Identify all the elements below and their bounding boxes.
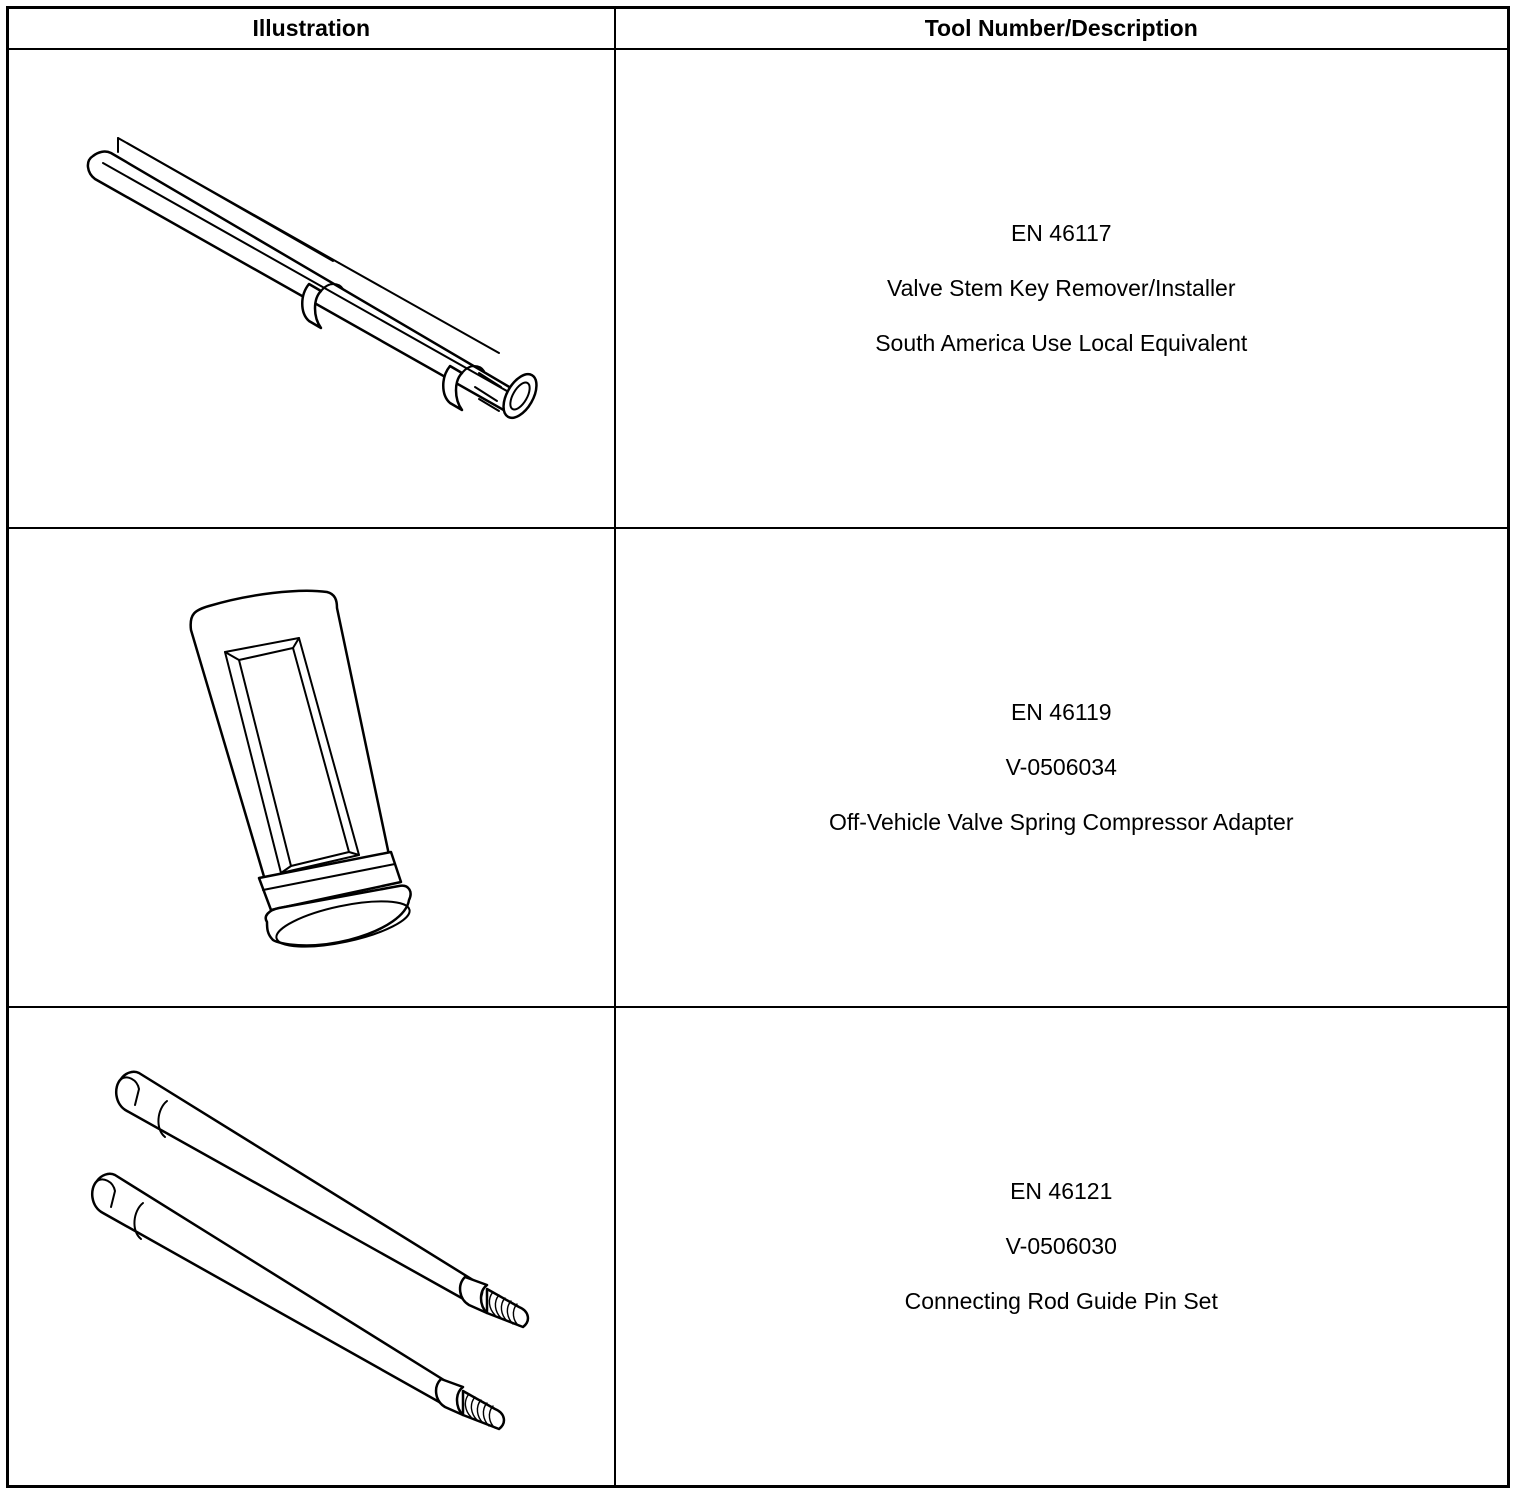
tool-description-cell (615, 528, 1509, 1007)
tool-description: Valve Stem Key Remover/Installer (886, 275, 1236, 301)
tool-description-cell (615, 1007, 1509, 1487)
connecting-rod-guide-pin-set-icon (9, 1009, 614, 1484)
tool-number: EN 46119 (1010, 699, 1112, 725)
tool-alt-number: V-0506030 (1005, 1233, 1117, 1259)
tool-description-cell (615, 49, 1509, 528)
header-tool-number-description: Tool Number/Description (615, 8, 1509, 50)
special-tools-table (6, 6, 1510, 1488)
valve-stem-key-remover-installer-icon (9, 51, 614, 526)
table-row (8, 49, 1509, 528)
illustration-cell (8, 49, 615, 528)
tool-description: Off-Vehicle Valve Spring Compressor Adapter (829, 809, 1294, 835)
illustration-cell (8, 528, 615, 1007)
header-row (8, 8, 1509, 50)
tool-number: EN 46117 (1010, 220, 1112, 246)
illustration-cell (8, 1007, 615, 1487)
valve-spring-compressor-adapter-icon (9, 530, 614, 1005)
table-row (8, 1007, 1509, 1487)
tool-number: EN 46121 (1010, 1178, 1113, 1204)
tool-note: South America Use Local Equivalent (875, 330, 1248, 356)
tool-description: Connecting Rod Guide Pin Set (904, 1288, 1218, 1314)
header-illustration: Illustration (8, 8, 615, 50)
tool-alt-number: V-0506034 (1005, 754, 1117, 780)
table-row (8, 528, 1509, 1007)
